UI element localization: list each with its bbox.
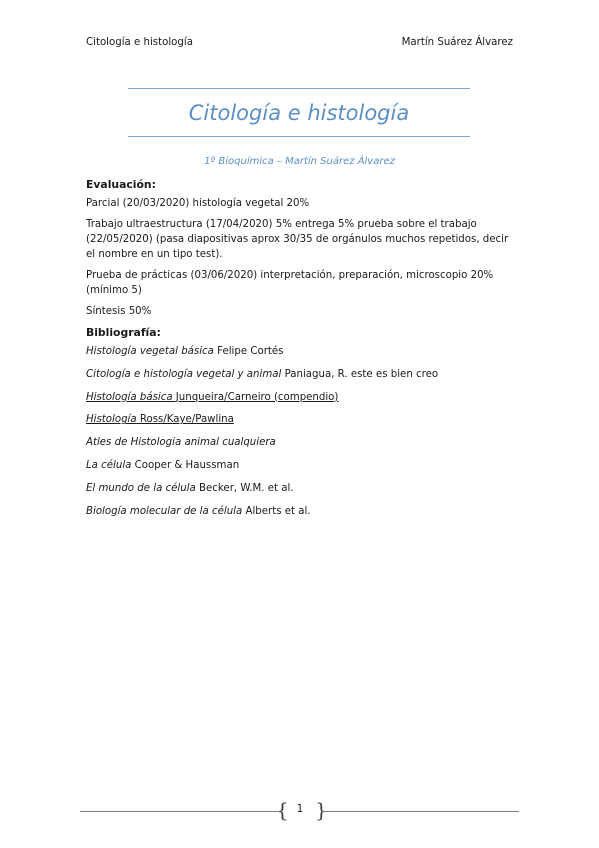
left-brace-icon: { — [276, 798, 289, 822]
title-block — [128, 88, 470, 137]
footer-right-rule — [321, 811, 519, 812]
bibliography-entry — [86, 481, 516, 496]
book-title: Citología e histología vegetal y animal — [86, 368, 282, 380]
document-title: Citología e histología — [188, 101, 410, 125]
evaluacion-item: Trabajo ultraestructura (17/04/2020) 5% entrega 5% prueba sobre el trabajo (22/05/2020) (pasa diapositivas aprox 30/35 de orgánulos muchos repetidos, decir el nombre en un tipo test). — [86, 219, 509, 260]
bibliography-entry — [86, 504, 516, 519]
book-title: Biología molecular de la célula — [86, 505, 243, 517]
evaluacion-heading: Evaluación: — [86, 178, 156, 191]
book-authors: Felipe Cortés — [213, 346, 284, 357]
book-title: Atles de Histologia animal cualquiera — [86, 437, 276, 449]
bibliography-entry — [86, 435, 516, 450]
book-title: Histología básica — [86, 391, 173, 403]
bibliography-entry — [86, 344, 516, 359]
title-top-rule — [128, 88, 470, 89]
book-authors: Paniagua, R. este es bien creo — [281, 368, 439, 380]
page-footer — [80, 800, 519, 822]
book-title: El mundo de la célula — [86, 482, 196, 494]
page-header — [86, 36, 513, 50]
bibliography-entry — [86, 458, 516, 473]
book-title: Histología vegetal básica — [86, 346, 214, 357]
page-number: 1 — [296, 804, 304, 815]
bibliography-entry-underlined — [86, 412, 516, 427]
bibliography-entry-underlined — [86, 390, 516, 405]
footer-left-rule — [80, 811, 278, 812]
document-body — [86, 177, 516, 526]
document-subtitle: 1º Bioquímica – Martín Suárez Álvarez — [204, 156, 395, 167]
book-title: La célula — [86, 459, 132, 471]
book-authors: Cooper & Haussman — [131, 459, 240, 471]
book-authors: Ross/Kaye/Pawlina — [136, 414, 234, 426]
book-authors: Junqueira/Carneiro (compendio) — [172, 391, 339, 403]
book-authors: Becker, W.M. et al. — [195, 482, 294, 494]
evaluacion-item: Prueba de prácticas (03/06/2020) interpretación, preparación, microscopio 20% (mínimo 5) — [86, 270, 494, 296]
header-left-text: Citología e histología — [86, 37, 193, 48]
bibliografia-heading: Bibliografía: — [86, 326, 161, 339]
title-bottom-rule — [128, 136, 470, 137]
right-brace-icon: } — [315, 798, 328, 822]
bibliography-entry — [86, 367, 516, 382]
evaluacion-item: Parcial (20/03/2020) histología vegetal 20% — [86, 198, 310, 209]
header-right-text: Martín Suárez Álvarez — [401, 37, 513, 48]
book-authors: Alberts et al. — [242, 505, 311, 517]
book-title: Histología — [86, 414, 137, 426]
evaluacion-item: Síntesis 50% — [86, 306, 152, 317]
